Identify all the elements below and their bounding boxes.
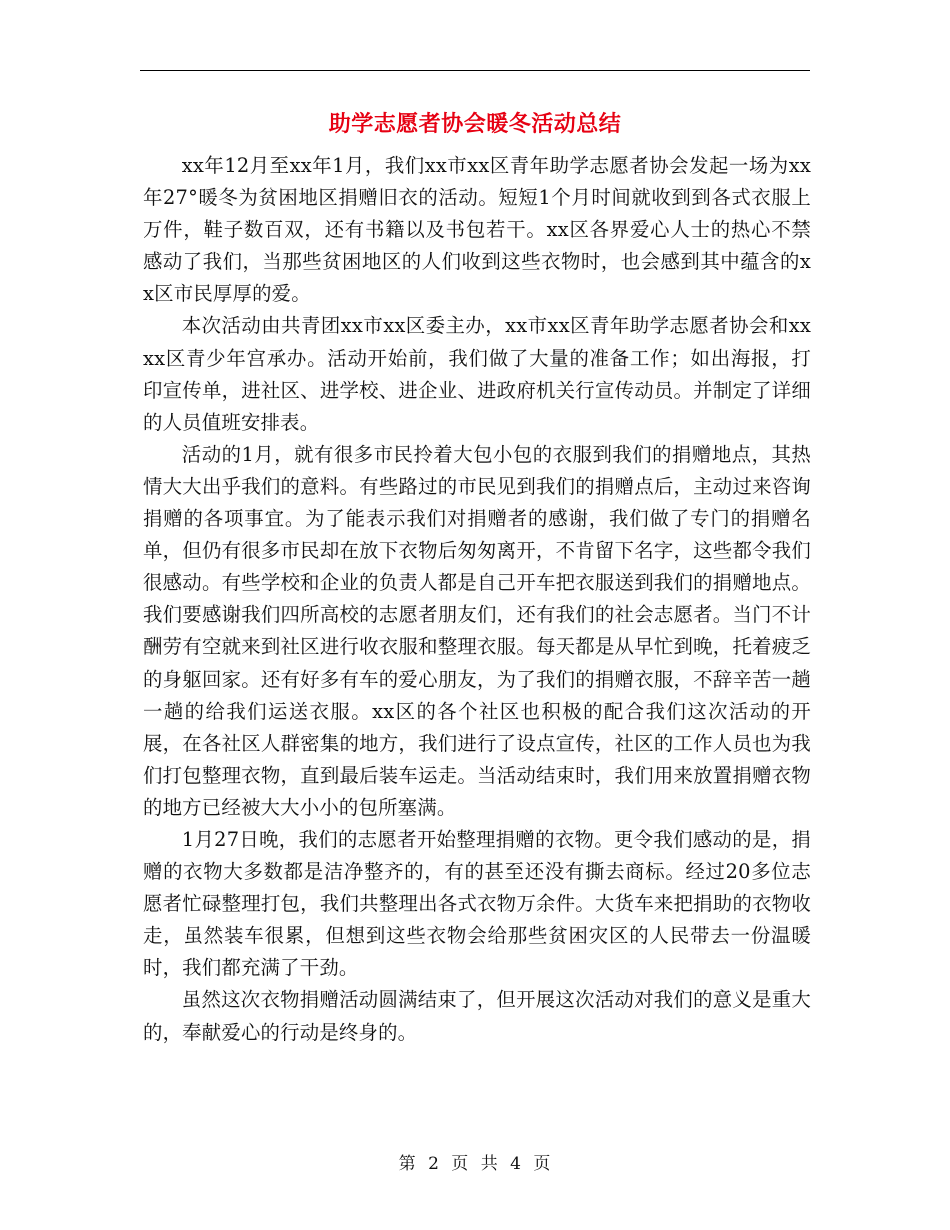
document-body (143, 150, 811, 1049)
paragraph-4: 1月27日晚，我们的志愿者开始整理捐赠的衣物。更令我们感动的是，捐赠的衣物大多数都是洁净整齐的，有的甚至还没有撕去商标。经过20多位志愿者忙碌整理打包，我们共整理出各式衣物万余件。大货车来把捐助的衣物收走，虽然装车很累，但想到这些衣物会给那些贫困灾区的人民带去一份温暖时，我们都充满了干劲。 (143, 827, 811, 980)
paragraph-3: 活动的1月，就有很多市民拎着大包小包的衣服到我们的捐赠地点，其热情大大出乎我们的意料。有些路过的市民见到我们的捐赠点后，主动过来咨询捐赠的各项事宜。为了能表示我们对捐赠者的感谢，我们做了专门的捐赠名单，但仍有很多市民却在放下衣物后匆匆离开，不肯留下名字，这些都令我们很感动。有些学校和企业的负责人都是自己开车把衣服送到我们的捐赠地点。我们要感谢我们四所高校的志愿者朋友们，还有我们的社会志愿者。当门不计酬劳有空就来到社区进行收衣服和整理衣服。每天都是从早忙到晚，托着疲乏的身躯回家。还有好多有车的爱心朋友，为了我们的捐赠衣服，不辞辛苦一趟一趟的给我们运送衣服。xx区的各个社区也积极的配合我们这次活动的开展，在各社区人群密集的地方，我们进行了设点宣传，社区的工作人员也为我们打包整理衣物，直到最后装车运走。当活动结束时，我们用来放置捐赠衣物的地方已经被大大小小的包所塞满。 (143, 442, 811, 819)
page-number-footer: 第 2 页 共 4 页 (398, 1154, 552, 1174)
paragraph-5: 虽然这次衣物捐赠活动圆满结束了，但开展这次活动对我们的意义是重大的，奉献爱心的行动是终身的。 (143, 988, 811, 1044)
document-title: 助学志愿者协会暖冬活动总结 (328, 111, 622, 137)
header-rule (140, 70, 810, 71)
paragraph-2: 本次活动由共青团xx市xx区委主办，xx市xx区青年助学志愿者协会和xxxx区青少年宫承办。活动开始前，我们做了大量的准备工作；如出海报，打印宣传单，进社区、进学校、进企业、进政府机关行宣传动员。并制定了详细的人员值班安排表。 (143, 314, 811, 434)
paragraph-1: xx年12月至xx年1月，我们xx市xx区青年助学志愿者协会发起一场为xx年27°暖冬为贫困地区捐赠旧衣的活动。短短1个月时间就收到到各式衣服上万件，鞋子数百双，还有书籍以及书包若干。xx区各界爱心人士的热心不禁感动了我们，当那些贫困地区的人们收到这些衣物时，也会感到其中蕴含的xx区市民厚厚的爱。 (143, 154, 811, 306)
